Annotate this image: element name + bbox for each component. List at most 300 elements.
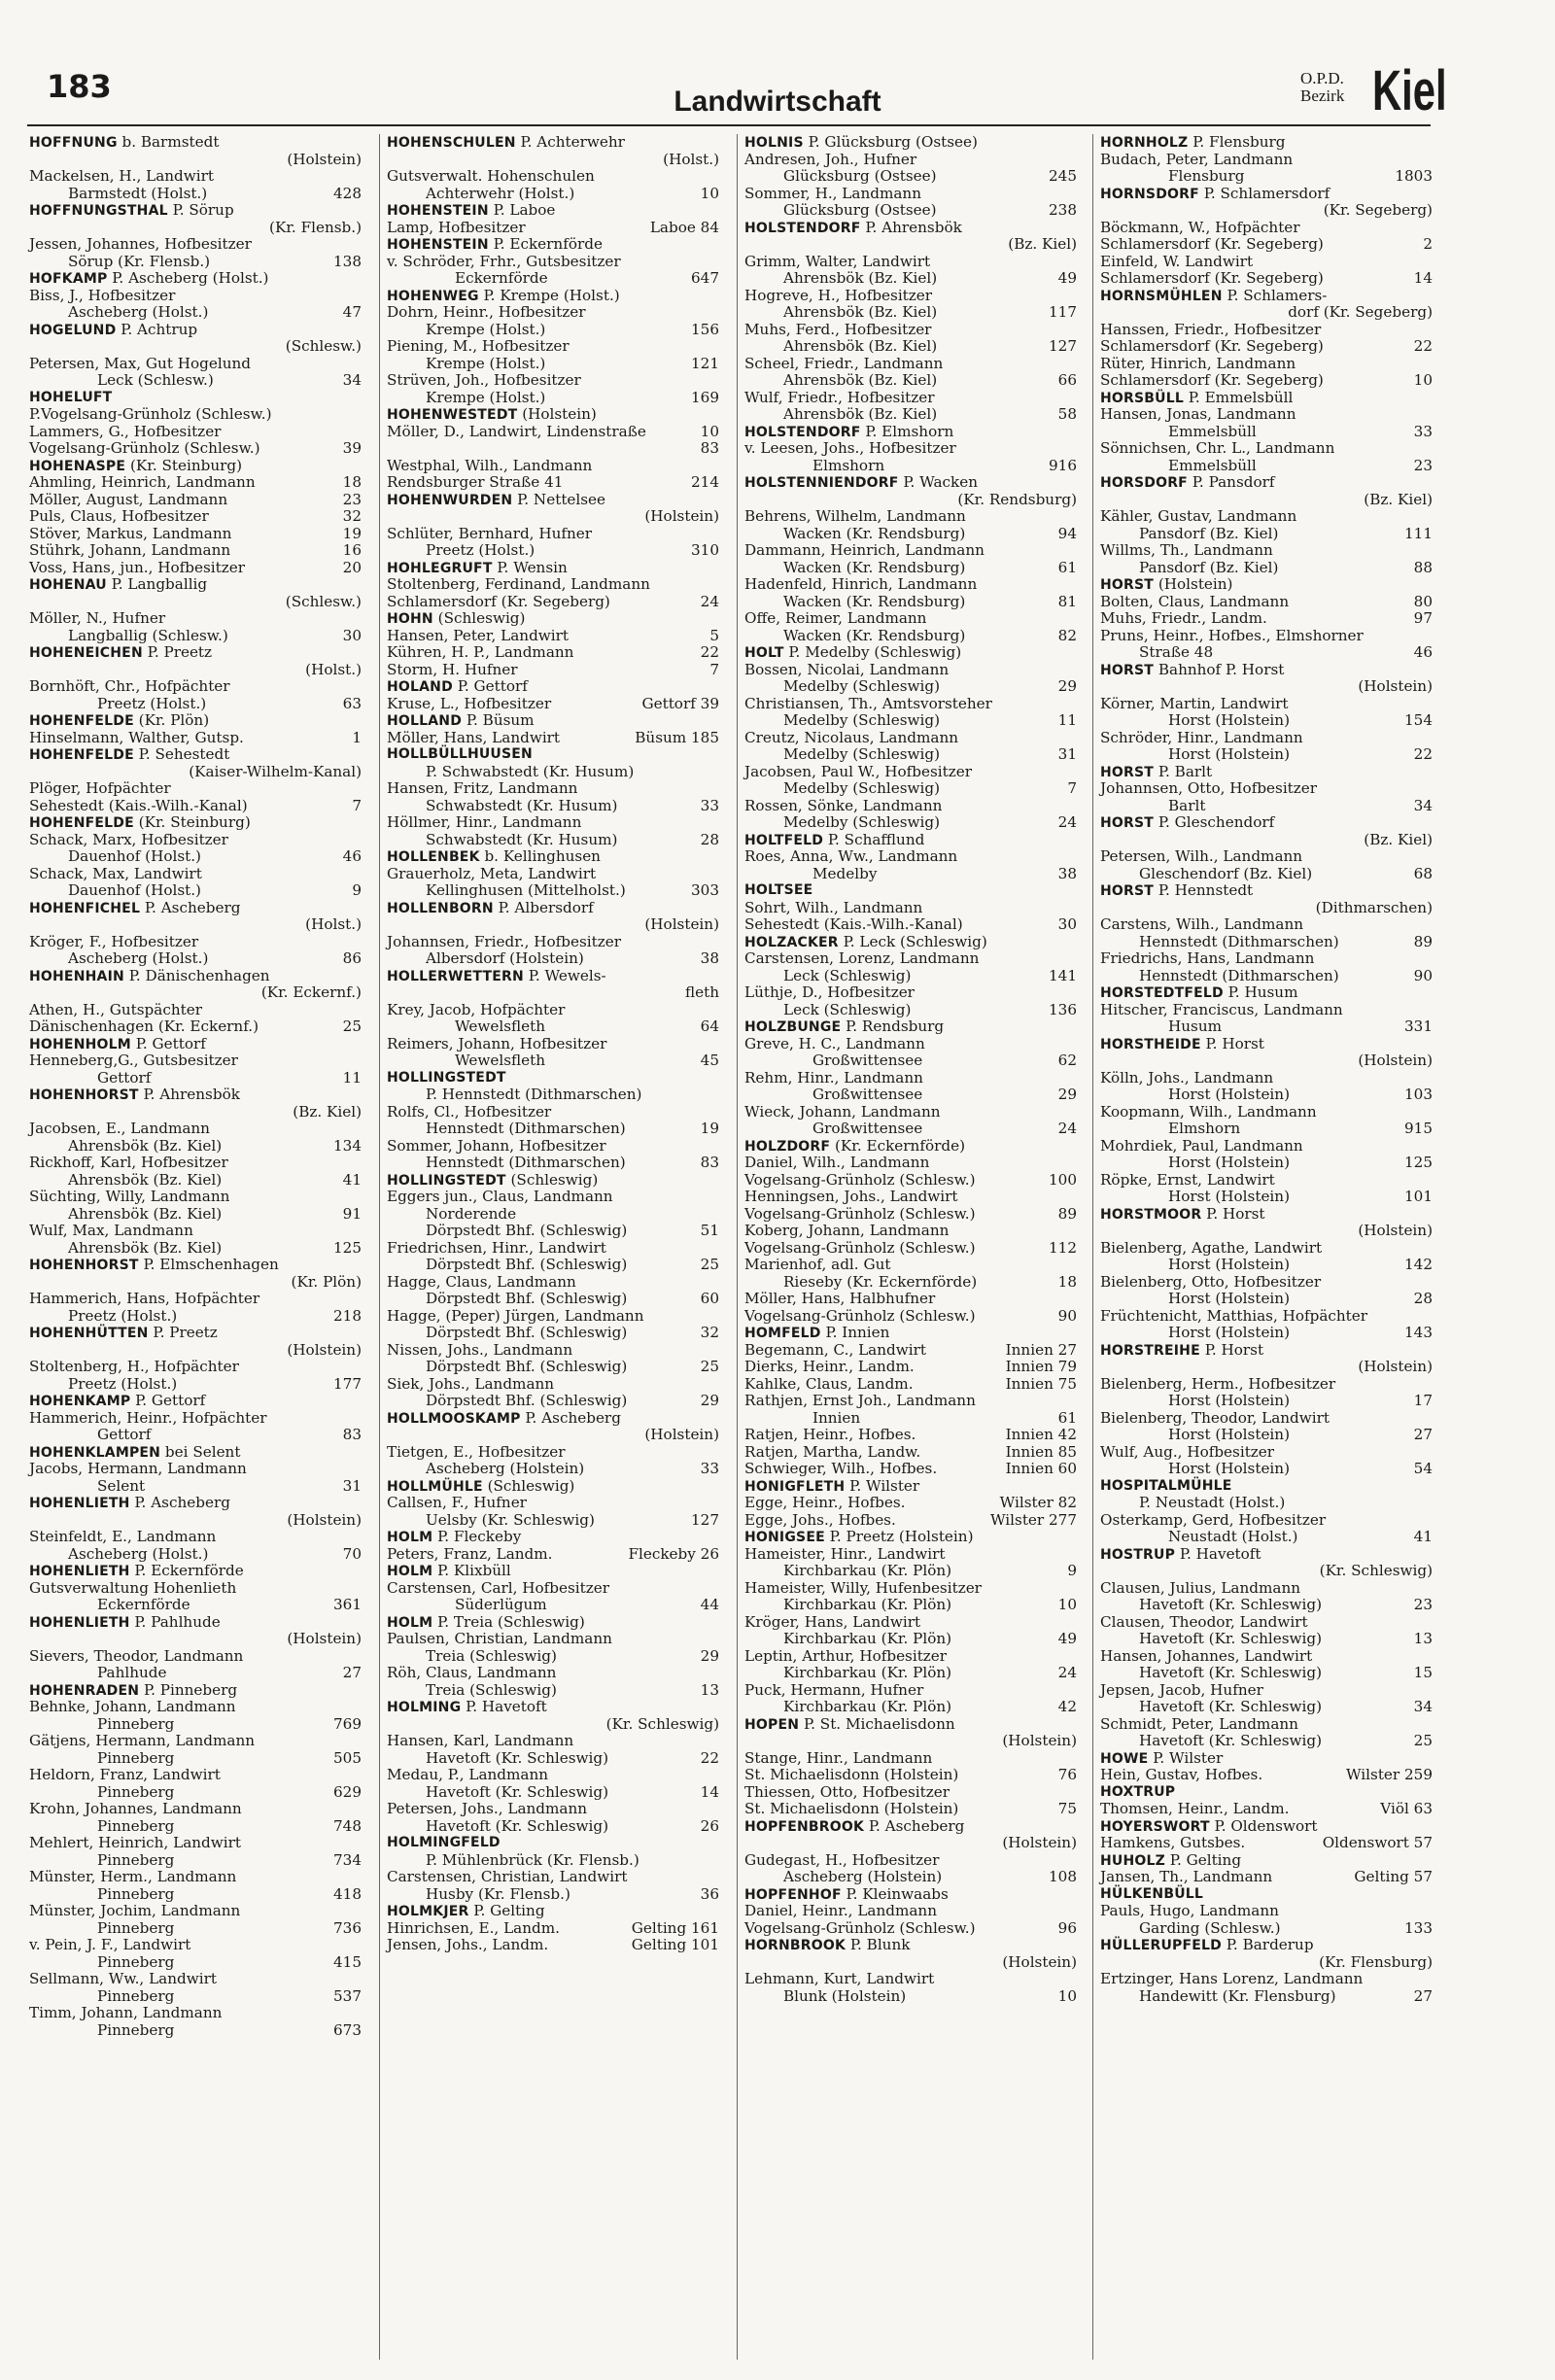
phone-number: 29 [1057, 677, 1077, 695]
directory-entry [1100, 322, 1433, 339]
post-office: (Kr. Steinburg) [133, 813, 251, 831]
directory-entry [1100, 1121, 1433, 1138]
phone-number: 54 [1413, 1460, 1433, 1477]
place-name: HOHENHORST [29, 1258, 139, 1273]
place-heading [1100, 1206, 1433, 1224]
place-heading [1100, 1818, 1433, 1836]
entry-text: Budach, Peter, Landmann [1100, 150, 1294, 168]
post-office: P. Ascheberg [864, 1816, 965, 1835]
entry-text: Jacobsen, Paul W., Hofbesitzer [744, 762, 972, 780]
phone-number: 76 [1057, 1766, 1077, 1783]
directory-entry [29, 1750, 362, 1768]
directory-entry [29, 832, 362, 849]
post-office: P. Rendsburg [841, 1018, 945, 1035]
directory-entry [29, 1240, 362, 1258]
directory-entry [1100, 406, 1433, 424]
entry-text: Dohrn, Heinr., Hofbesitzer [387, 303, 586, 321]
post-office: P. Horst [1200, 1034, 1264, 1052]
directory-entry [29, 288, 362, 305]
entry-text: Emmelsbüll [1168, 456, 1257, 474]
directory-entry [29, 628, 362, 645]
place-name: HOPFENBROOK [744, 1818, 865, 1835]
place-name: HONIGSEE [744, 1530, 825, 1545]
directory-entry [744, 1104, 1077, 1121]
entry-text: Egge, Heinr., Hofbes. [744, 1494, 906, 1511]
directory-entry [29, 1291, 362, 1308]
entry-text: Rolfs, Cl., Hofbesitzer [387, 1102, 552, 1121]
directory-entry [387, 1240, 719, 1258]
directory-entry [387, 458, 719, 475]
phone-number: 20 [342, 558, 362, 576]
region-note [744, 1733, 1077, 1750]
directory-entry [744, 1750, 1077, 1768]
entry-text: Hansen, Peter, Landwirt [387, 626, 570, 644]
place-name: HOLM [387, 1564, 433, 1579]
entry-text: Wulf, Friedr., Hofbesitzer [744, 388, 935, 406]
directory-entry [387, 270, 719, 288]
directory-entry [744, 968, 1077, 985]
entry-text: Pinneberg [97, 2020, 175, 2039]
page-number: 183 [47, 68, 112, 105]
entry-text: Andresen, Joh., Hufner [744, 150, 917, 168]
directory-entry [744, 984, 1077, 1002]
entry-text: Kirchbarkau (Kr. Plön) [783, 1562, 952, 1579]
entry-text: Sohrt, Wilh., Landmann [744, 898, 923, 916]
directory-entry [744, 1784, 1077, 1802]
entry-text: Emmelsbüll [1168, 422, 1257, 440]
directory-entry [744, 406, 1077, 424]
directory-entry [1100, 1427, 1433, 1444]
place-name: HOHENAU [29, 577, 107, 593]
phone-number: Wilster 277 [989, 1510, 1077, 1529]
entry-text: Nissen, Johs., Landmann [387, 1340, 573, 1359]
directory-entry [1100, 1597, 1433, 1614]
entry-text: Neustadt (Holst.) [1168, 1528, 1298, 1545]
entry-text: Ascheberg (Holstein) [783, 1868, 943, 1885]
place-heading [387, 1172, 719, 1190]
phone-number: 27 [342, 1664, 362, 1681]
entry-text: (Holstein) [287, 1340, 362, 1359]
place-heading [387, 236, 719, 254]
entry-text: (Holstein) [644, 915, 719, 933]
phone-number: 28 [700, 830, 719, 848]
directory-entry [744, 780, 1077, 798]
directory-entry [744, 288, 1077, 305]
entry-text: Christiansen, Th., Amtsvorsteher [744, 694, 992, 712]
phone-number: 25 [700, 1358, 719, 1375]
place-heading [29, 712, 362, 730]
entry-text: Pahlhude [97, 1664, 167, 1681]
phone-number: 7 [709, 660, 719, 678]
entry-text: Möller, D., Landwirt, Lindenstraße [387, 422, 646, 440]
entry-text: Gutsverwalt. Hohenschulen [387, 167, 595, 185]
entry-text: Scheel, Friedr., Landmann [744, 354, 944, 372]
place-heading [744, 1529, 1077, 1546]
entry-text: Eckernförde [97, 1596, 190, 1613]
place-heading [387, 1614, 719, 1632]
directory-entry [1100, 1920, 1433, 1938]
entry-text: Egge, Johs., Hofbes. [744, 1510, 896, 1529]
phone-number: 134 [333, 1136, 362, 1155]
place-heading [744, 424, 1077, 441]
place-heading [387, 848, 719, 866]
page-title: Landwirtschaft [674, 86, 881, 118]
phone-number: 34 [1413, 796, 1433, 814]
entry-text: Clausen, Theodor, Landwirt [1100, 1612, 1308, 1631]
entry-text: Kölln, Johs., Landmann [1100, 1068, 1274, 1087]
place-heading [29, 968, 362, 985]
entry-text: Ahrensbök (Bz. Kiel) [68, 1170, 223, 1189]
phone-number: 31 [342, 1476, 362, 1495]
entry-text: Thiessen, Otto, Hofbesitzer [744, 1782, 950, 1801]
directory-entry [29, 1733, 362, 1750]
entry-text: Kähler, Gustav, Landmann [1100, 507, 1297, 525]
entry-text: Hein, Gustav, Hofbes. [1100, 1766, 1263, 1783]
directory-entry [744, 1801, 1077, 1818]
phone-number: 9 [1067, 1562, 1077, 1579]
directory-entry [1100, 950, 1433, 968]
directory-entry [1100, 746, 1433, 764]
phone-number: 331 [1404, 1018, 1433, 1035]
post-office: P. Emmelsbüll [1183, 388, 1294, 406]
place-name: HORSTEDTFELD [1100, 985, 1224, 1001]
place-name: HOLSTENNIENDORF [744, 475, 899, 491]
directory-entry [744, 338, 1077, 356]
phone-number: 27 [1413, 1986, 1433, 2005]
directory-entry [387, 1869, 719, 1886]
entry-text: Achterwehr (Holst.) [426, 184, 575, 202]
directory-entry [744, 798, 1077, 815]
place-heading [744, 882, 1077, 900]
post-office: P. Schlamers- [1222, 286, 1328, 304]
directory-entry [1100, 696, 1433, 713]
entry-text: Schwieger, Wilh., Hofbes. [744, 1460, 938, 1477]
entry-text: Ahrensbök (Bz. Kiel) [68, 1136, 223, 1155]
entry-text: (Kr. Rendsburg) [957, 490, 1077, 508]
directory-entry [1100, 1087, 1433, 1104]
phone-number: 24 [700, 592, 719, 610]
place-name: HOLZBUNGE [744, 1019, 842, 1035]
directory-entry [29, 1002, 362, 1019]
region-note [1100, 678, 1433, 696]
phone-number: 19 [342, 524, 362, 542]
entry-text: (Bz. Kiel) [1364, 830, 1433, 848]
directory-entry [744, 1036, 1077, 1053]
directory-entry [744, 1546, 1077, 1564]
entry-text: Ratjen, Heinr., Hofbes. [744, 1426, 916, 1443]
directory-entry [387, 1512, 719, 1530]
directory-entry [744, 1002, 1077, 1019]
post-office: (Schleswig) [505, 1170, 599, 1189]
entry-text: Vogelsang-Grünholz (Schlesw.) [29, 439, 260, 457]
directory-entry [744, 628, 1077, 645]
directory-entry [744, 1971, 1077, 1988]
phone-number: 91 [342, 1204, 362, 1223]
entry-text: Gudegast, H., Hofbesitzer [744, 1850, 940, 1869]
entry-text: Hitscher, Franciscus, Landmann [1100, 1000, 1343, 1018]
region-note [387, 1427, 719, 1444]
entry-text: Clausen, Julius, Landmann [1100, 1578, 1301, 1597]
phone-number: 33 [700, 1460, 719, 1477]
entry-text: Kröger, Hans, Landwirt [744, 1612, 921, 1631]
phone-number: 83 [342, 1426, 362, 1443]
phone-number: 18 [1057, 1272, 1077, 1291]
phone-number: 94 [1057, 524, 1077, 542]
place-name: HOHENKLAMPEN [29, 1444, 161, 1461]
directory-entry [387, 1376, 719, 1394]
place-heading [29, 1393, 362, 1410]
entry-text: Hennstedt (Dithmarschen) [1139, 966, 1339, 984]
post-office: P. Innien [820, 1324, 890, 1341]
directory-entry [744, 950, 1077, 968]
directory-entry [744, 1580, 1077, 1598]
directory-entry [1100, 1512, 1433, 1530]
entry-text: Medelby (Schleswig) [783, 779, 940, 797]
place-heading [387, 1699, 719, 1716]
directory-entry [744, 1869, 1077, 1886]
directory-entry [29, 730, 362, 747]
post-office: (Kr. Eckernförde) [830, 1136, 966, 1155]
phone-number: 10 [1057, 1596, 1077, 1613]
directory-entry [744, 1563, 1077, 1580]
entry-text: Ahrensbök (Bz. Kiel) [783, 303, 938, 321]
phone-number: Fleckeby 26 [628, 1544, 719, 1563]
entry-text: Stührk, Johann, Landmann [29, 541, 231, 559]
directory-entry [29, 1597, 362, 1614]
place-name: HOHENFICHEL [29, 900, 141, 916]
entry-text: Rieseby (Kr. Eckernförde) [783, 1272, 978, 1291]
directory-entry [387, 186, 719, 203]
entry-text: Sommer, H., Landmann [744, 184, 921, 202]
entry-text: (Kr. Flensburg) [1319, 1952, 1433, 1971]
directory-entry [387, 338, 719, 356]
phone-number: 245 [1049, 167, 1077, 185]
place-heading [29, 814, 362, 832]
place-heading [387, 1478, 719, 1496]
phone-number: 136 [1049, 1000, 1077, 1018]
place-name: HOLMING [387, 1700, 462, 1715]
directory-entry [1100, 1529, 1433, 1546]
entry-text: Biss, J., Hofbesitzer [29, 286, 176, 304]
place-name: HOHENSCHULEN [387, 135, 516, 151]
place-name: HOLSTENDORF [744, 220, 861, 236]
phone-number: 39 [342, 439, 362, 457]
entry-text: Rendsburger Straße 41 [387, 473, 564, 491]
post-office: P. Nettelsee [512, 490, 606, 508]
post-office: P. Treia (Schleswig) [432, 1612, 585, 1631]
place-name: HUHOLZ [1100, 1852, 1165, 1869]
directory-entry [387, 1444, 719, 1462]
directory-entry [387, 780, 719, 798]
entry-text: Horst (Holstein) [1168, 711, 1290, 729]
directory-entry [387, 1767, 719, 1784]
directory-entry [29, 508, 362, 526]
entry-text: Eggers jun., Claus, Landmann [387, 1188, 613, 1205]
post-office: P. Sörup [167, 201, 234, 219]
directory-entry [1100, 1971, 1433, 1988]
directory-entry [1100, 424, 1433, 441]
entry-text: Großwittensee [812, 1052, 923, 1069]
directory-entry [387, 526, 719, 543]
directory-entry [1100, 1767, 1433, 1784]
directory-entry [29, 356, 362, 373]
phone-number: Büsum 185 [635, 728, 719, 746]
directory-entry [1100, 526, 1433, 543]
entry-text: Ahrensbök (Bz. Kiel) [783, 371, 938, 389]
place-heading [387, 1070, 719, 1087]
entry-text: Glücksburg (Ostsee) [783, 167, 937, 185]
phone-number: 24 [1057, 813, 1077, 831]
directory-entry [1100, 628, 1433, 645]
entry-text: Elmshorn [812, 456, 885, 474]
directory-entry [744, 1427, 1077, 1444]
phone-number: 18 [342, 473, 362, 491]
phone-number: 103 [1404, 1086, 1433, 1103]
entry-text: Möller, Hans, Halbhufner [744, 1290, 936, 1307]
place-name: HOHENSTEIN [387, 203, 489, 219]
phone-number: 81 [1057, 592, 1077, 610]
place-name: HOLLENBORN [387, 900, 494, 916]
post-office: P. Pahlhude [129, 1612, 221, 1631]
entry-text: (Schlesw.) [285, 337, 362, 355]
post-office: (Holstein) [1154, 575, 1233, 593]
directory-entry [387, 1274, 719, 1292]
directory-entry [29, 610, 362, 628]
directory-entry [387, 1682, 719, 1700]
place-heading [29, 202, 362, 220]
directory-entry [744, 576, 1077, 594]
directory-entry [1100, 1104, 1433, 1121]
directory-entry [1100, 372, 1433, 390]
entry-text: Mehlert, Heinrich, Landwirt [29, 1834, 241, 1851]
entry-text: Sehestedt (Kais.-Wilh.-Kanal) [744, 915, 963, 933]
phone-number: 61 [1057, 558, 1077, 576]
entry-text: Garding (Schlesw.) [1139, 1918, 1281, 1937]
entry-text: Athen, H., Gutspächter [29, 1000, 202, 1018]
place-name: HOHENFELDE [29, 747, 134, 763]
place-name: HONIGFLETH [744, 1478, 846, 1495]
directory-entry [29, 1580, 362, 1598]
phone-number: 97 [1413, 609, 1433, 627]
directory-entry [29, 1206, 362, 1224]
phone-number: 19 [700, 1120, 719, 1137]
phone-number: 117 [1049, 303, 1077, 321]
post-office: P. Ahrensbök [860, 218, 962, 236]
directory-entry [29, 848, 362, 866]
post-office: P. Preetz [148, 1324, 218, 1341]
phone-number: Innien 79 [1005, 1358, 1077, 1375]
entry-text: Havetoft (Kr. Schleswig) [426, 1782, 609, 1801]
phone-number: Gelting 161 [631, 1918, 719, 1937]
entry-text: Lammers, G., Hofbesitzer [29, 422, 222, 440]
directory-entry [1100, 1444, 1433, 1462]
entry-text: Jessen, Johannes, Hofbesitzer [29, 235, 252, 253]
place-name: HOHENLIETH [29, 1564, 130, 1579]
place-heading [29, 390, 362, 407]
entry-text: Siek, Johs., Landmann [387, 1374, 555, 1393]
entry-text: Höllmer, Hinr., Landmann [387, 813, 582, 831]
place-name: HOLLMÜHLE [387, 1478, 483, 1495]
entry-text: Leck (Schleswig) [783, 1000, 912, 1018]
region-note [387, 152, 719, 169]
place-heading [29, 746, 362, 764]
region-note [1100, 900, 1433, 917]
entry-text: Horst (Holstein) [1168, 1188, 1290, 1205]
entry-text: Jensen, Johs., Landm. [387, 1936, 549, 1953]
entry-text: Dörpstedt Bhf. (Schleswig) [426, 1358, 628, 1375]
post-office: P. Gleschendorf [1154, 813, 1275, 831]
directory-entry [1100, 1070, 1433, 1087]
directory-entry [29, 1189, 362, 1206]
post-office: Bahnhof P. Horst [1154, 660, 1285, 678]
post-office: P. Havetoft [1175, 1544, 1261, 1563]
place-name: HOLLAND [387, 713, 463, 729]
directory-entry [744, 152, 1077, 169]
entry-text: Treia (Schleswig) [426, 1646, 557, 1665]
region-note [1100, 202, 1433, 220]
post-office: P. Schafflund [823, 830, 925, 848]
directory-entry [387, 1886, 719, 1904]
post-office: P. St. Michaelisdonn [799, 1714, 955, 1733]
phone-number: 46 [342, 847, 362, 865]
column-1 [29, 134, 362, 2039]
entry-text: Großwittensee [812, 1120, 923, 1137]
entry-text: Muhs, Friedr., Landm. [1100, 609, 1267, 627]
phone-number: 11 [1057, 711, 1077, 729]
region-note [387, 916, 719, 934]
directory-entry [744, 304, 1077, 322]
place-name: HOHENWURDEN [387, 492, 513, 508]
place-name: HORSBÜLL [1100, 390, 1184, 406]
entry-text: Bornhöft, Chr., Hofpächter [29, 677, 230, 695]
directory-entry [29, 1138, 362, 1156]
phone-number: 748 [333, 1816, 362, 1835]
region-note [1100, 1223, 1433, 1240]
directory-entry [29, 1546, 362, 1564]
place-heading [387, 968, 719, 985]
entry-text: Bolten, Claus, Landmann [1100, 592, 1290, 610]
post-office: P. Oldenswort [1209, 1816, 1318, 1835]
entry-text: Krey, Jacob, Hofpächter [387, 1000, 566, 1018]
directory-entry [1100, 1018, 1433, 1036]
directory-entry [29, 1529, 362, 1546]
directory-entry [29, 1903, 362, 1920]
directory-entry [1100, 644, 1433, 662]
phone-number: 22 [1413, 337, 1433, 355]
post-office: P. Wewels- [523, 966, 606, 984]
entry-text: Schröder, Hinr., Landmann [1100, 728, 1303, 746]
directory-entry [387, 1155, 719, 1172]
place-name: HOHENRADEN [29, 1682, 140, 1699]
directory-entry [29, 542, 362, 560]
place-heading [744, 1937, 1077, 1954]
entry-text: (Holstein) [287, 1510, 362, 1529]
entry-text: Westphal, Wilh., Landmann [387, 456, 593, 474]
directory-entry [744, 1614, 1077, 1632]
entry-text: Süderlügum [455, 1596, 547, 1613]
phone-number: 34 [1413, 1698, 1433, 1715]
entry-text: Ahrensbök (Bz. Kiel) [68, 1238, 223, 1257]
directory-entry [744, 254, 1077, 271]
column-divider [1092, 134, 1093, 2360]
directory-entry [29, 168, 362, 186]
post-office: P. Wensin [492, 558, 568, 576]
directory-entry [29, 1376, 362, 1394]
entry-text: Bielenberg, Agathe, Landwirt [1100, 1238, 1323, 1257]
place-heading [1100, 288, 1433, 305]
phone-number: 44 [700, 1596, 719, 1613]
directory-entry [744, 1495, 1077, 1512]
